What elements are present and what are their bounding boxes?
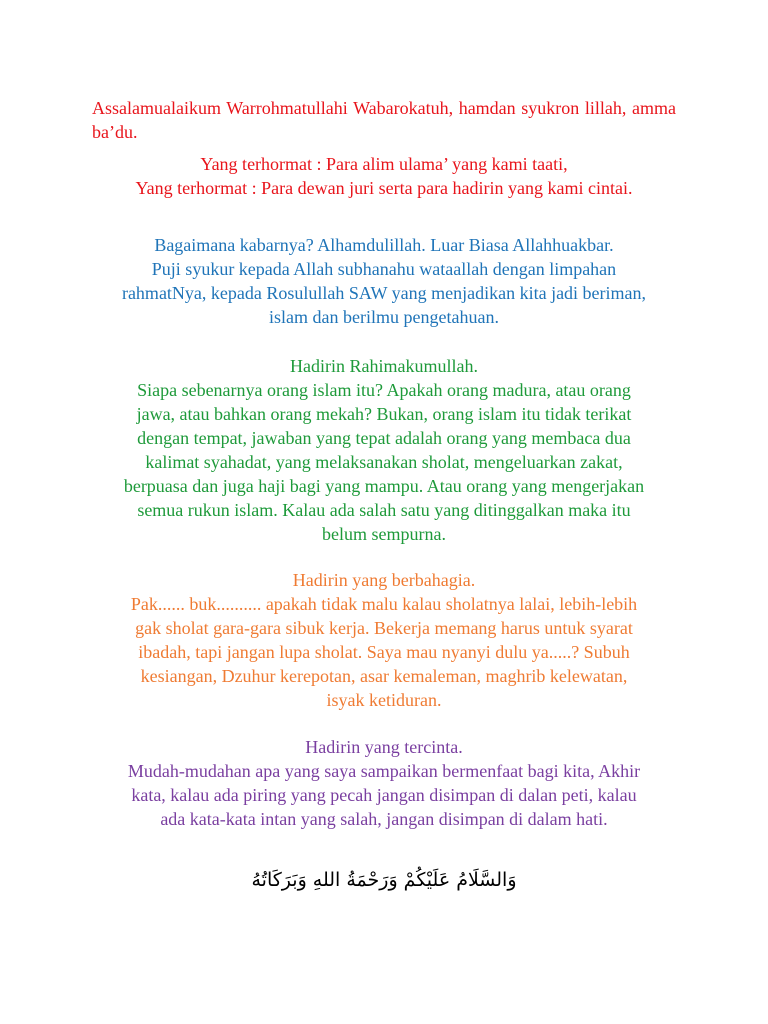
section-4-heading: Hadirin yang tercinta. bbox=[305, 737, 463, 757]
section-1-line: Puji syukur kepada Allah subhanahu wataallah dengan limpahan bbox=[151, 259, 617, 279]
greeting-line-1 bbox=[92, 152, 676, 176]
section-3-heading: Hadirin yang berbahagia. bbox=[292, 570, 476, 590]
opening-salutation bbox=[92, 96, 676, 144]
section-4-line: kata, kalau ada piring yang pecah jangan disimpan di dalan peti, kalau bbox=[131, 785, 637, 805]
section-2-line: Siapa sebenarnya orang islam itu? Apakah orang madura, atau orang bbox=[137, 380, 631, 400]
opening-text: Assalamualaikum Warrohmatullahi Wabarokatuh, hamdan syukron lillah, amma ba’du. bbox=[92, 98, 676, 142]
section-1-line: islam dan berilmu pengetahuan. bbox=[269, 307, 499, 327]
section-1 bbox=[92, 233, 676, 329]
section-2-heading: Hadirin Rahimakumullah. bbox=[290, 356, 478, 376]
closing-salam-arabic: وَالسَّلَامُ عَلَيْكُمْ وَرَحْمَةُ اللهِ وَبَرَكَاتُهُ bbox=[251, 869, 517, 891]
greeting-line-2: Yang terhormat : Para dewan juri serta para hadirin yang kami cintai. bbox=[135, 178, 633, 198]
section-3 bbox=[92, 568, 676, 712]
section-1-line: rahmatNya, kepada Rosulullah SAW yang menjadikan kita jadi beriman, bbox=[121, 283, 647, 303]
greeting-line-1-emphasis: Para alim ulama’ yang kami taati, bbox=[326, 154, 568, 174]
section-2-line: jawa, atau bahkan orang mekah? Bukan, orang islam itu tidak terikat bbox=[136, 404, 632, 424]
greeting-line-1-prefix: Yang terhormat : bbox=[200, 154, 327, 174]
section-3-line: gak sholat gara-gara sibuk kerja. Bekerja memang harus untuk syarat bbox=[135, 618, 633, 638]
section-4-line: Mudah-mudahan apa yang saya sampaikan bermenfaat bagi kita, Akhir bbox=[127, 761, 641, 781]
section-4 bbox=[92, 735, 676, 831]
section-2-line: semua rukun islam. Kalau ada salah satu yang ditinggalkan maka itu bbox=[137, 500, 631, 520]
section-2-line: kalimat syahadat, yang melaksanakan sholat, mengeluarkan zakat, bbox=[145, 452, 623, 472]
section-2 bbox=[92, 354, 676, 546]
section-3-line: kesiangan, Dzuhur kerepotan, asar kemaleman, maghrib kelewatan, bbox=[140, 666, 628, 686]
section-3-line: Pak...... buk.......... apakah tidak malu kalau sholatnya lalai, lebih-lebih bbox=[130, 594, 638, 614]
section-3-line: ibadah, tapi jangan lupa sholat. Saya mau nyanyi dulu ya.....? Subuh bbox=[138, 642, 630, 662]
section-2-line: dengan tempat, jawaban yang tepat adalah orang yang membaca dua bbox=[137, 428, 631, 448]
section-1-line: Bagaimana kabarnya? Alhamdulillah. Luar Biasa Allahhuakbar. bbox=[154, 235, 614, 255]
section-2-line: berpuasa dan juga haji bagi yang mampu. Atau orang yang mengerjakan bbox=[123, 476, 645, 496]
section-2-line: belum sempurna. bbox=[322, 524, 446, 544]
greetings-block bbox=[92, 152, 676, 200]
section-3-line: isyak ketiduran. bbox=[326, 690, 442, 710]
section-4-line: ada kata-kata intan yang salah, jangan disimpan di dalam hati. bbox=[160, 809, 608, 829]
